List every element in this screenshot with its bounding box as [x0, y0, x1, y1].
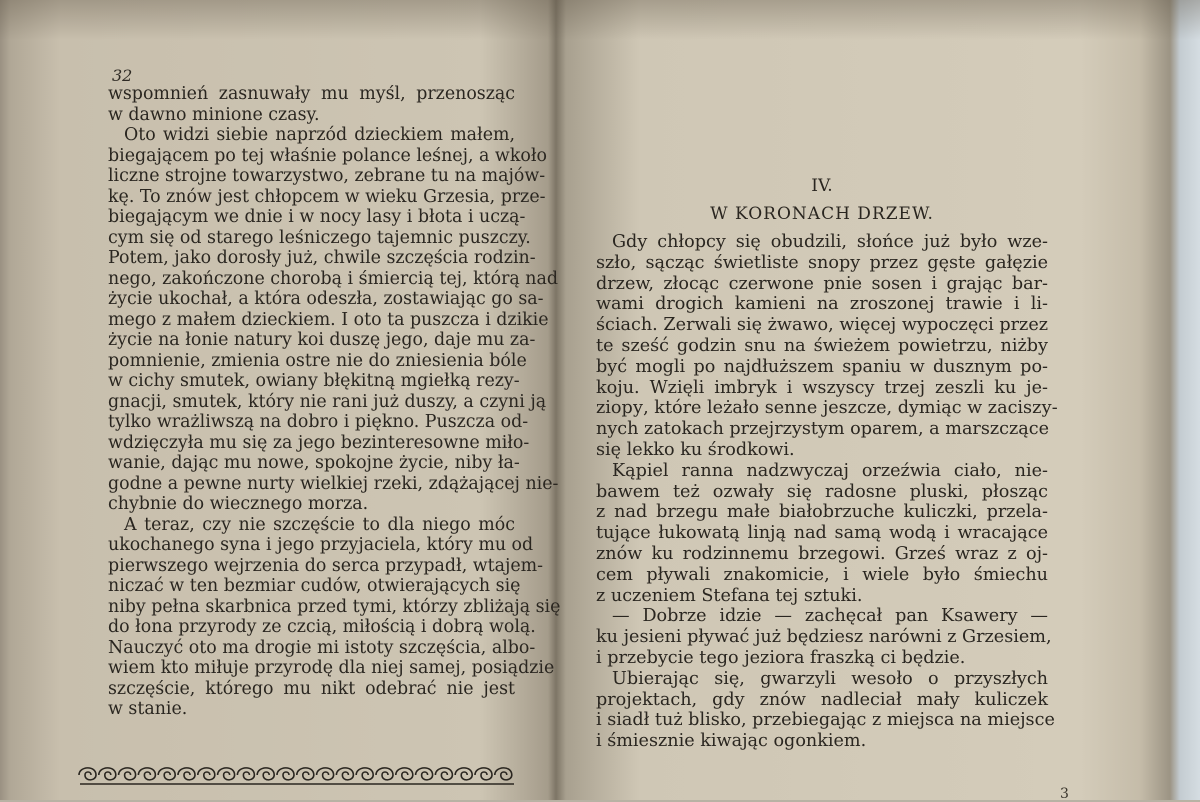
ornament-spiral — [435, 768, 452, 780]
page-number-left: 32 — [112, 66, 133, 85]
text-line: nych zatokach przejrzystym oparem, a marszczące — [596, 419, 1050, 440]
text-line: A teraz, czy nie szczęście to dla niego móc — [124, 514, 515, 535]
text-line: biegającym we dnie i w nocy lasy i błota i uczą- — [108, 207, 526, 227]
text-line: ku jesieni pływać już będziesz narówni z Grzesiem, — [596, 627, 1052, 648]
text-line: do łona przyrody ze czcią, miłością i dobrą wolą. — [108, 617, 536, 637]
text-line: wami drogich kamieni na zroszonej trawie i li- — [596, 294, 1048, 315]
text-line: drzew, złocąc czerwone pnie sosen i grając bar- — [596, 273, 1048, 294]
ornament-spiral — [79, 768, 96, 780]
text-line: niby pełna skarbnica przed tymi, którzy zbliżają się — [108, 596, 561, 617]
text-line: pomnienie, zmienia ostre nie do zniesienia bóle — [108, 350, 527, 371]
ornament-spiral — [138, 768, 155, 780]
text-line: chybnie do wiecznego morza. — [108, 494, 369, 514]
text-line: cym się od starego leśniczego tajemnic puszczy. — [108, 227, 531, 248]
ornament-spiral — [218, 768, 235, 780]
ornament-spiral — [336, 768, 353, 780]
text-line: być mogli po najdłuższem spaniu w dusznym po- — [596, 356, 1048, 377]
text-line: pierwszego wejrzenia do serca przypadł, wtajem- — [108, 555, 544, 576]
ornament-spiral — [119, 768, 136, 780]
text-line: i śmiesznie kiwając ogonkiem. — [596, 731, 867, 752]
text-line: i przebycie tego jeziora fraszką ci będzie. — [596, 647, 966, 668]
text-line: ziору, które leżało senne jeszcze, dymiąc w zaciszу- — [596, 398, 1058, 419]
text-line: szło, sącząc świetliste snopy przez gęste gałęzie — [596, 252, 1048, 273]
text-line: — Dobrze idzie — zachęcał pan Ksawery — — [612, 606, 1048, 627]
text-line: mego z małem dzieckiem. I oto ta puszcza i dzikie — [108, 309, 549, 330]
text-line: ukochanego syna i jego przyjaciela, który mu od — [108, 535, 534, 555]
text-line: życie na łonie natury koi duszę jego, daje mu za- — [108, 330, 536, 350]
chapter-number: IV. — [811, 176, 833, 196]
text-line: wiem kto miłuje przyrodę dla niej samej, posiądzie — [108, 658, 555, 678]
ornament-spiral — [178, 768, 195, 780]
ornament-spiral — [198, 768, 215, 780]
ornament-spiral — [475, 768, 492, 780]
text-line: z uczeniem Stefana tej sztuki. — [596, 585, 863, 606]
right-page-text — [596, 232, 1058, 752]
text-line: życie ukochał, a która odeszła, zostawiając go sa- — [108, 289, 544, 309]
text-line: Kąpiel ranna nadzwyczaj orzeźwia ciało, nie- — [612, 460, 1048, 481]
ornament-spiral — [277, 768, 294, 780]
signature-mark: 3 — [1060, 786, 1069, 802]
text-line: liczne strojne towarzystwo, zebrane tu na majów- — [108, 166, 546, 186]
text-line: projektach, gdy znów nadleciał mały kuliczek — [596, 689, 1048, 710]
decorative-border-ornament — [78, 762, 516, 788]
text-line: Gdy chłopcy się obudzili, słońce już było wze- — [612, 232, 1048, 252]
ornament-spiral — [317, 768, 334, 780]
text-line: i siadł tuż blisko, przebiegając z miejsca na miejsce — [596, 710, 1055, 731]
ornament-spiral — [237, 768, 254, 780]
ornament-spiral — [99, 768, 116, 780]
text-line: wdzięczyła mu się za jego bezinteresowne miło- — [108, 432, 530, 453]
ornament-spiral — [297, 768, 314, 780]
ornament-spiral — [376, 768, 393, 780]
text-line: gnacji, smutek, który nie rani już duszy, a czyni ją — [108, 391, 547, 412]
ornament-spiral — [416, 768, 433, 780]
text-line: Nauczyć oto ma drogie mi istoty szczęścia, albo- — [108, 637, 536, 658]
text-line: w dawno minione czasy. — [108, 104, 320, 125]
ornament-spiral — [356, 768, 373, 780]
chapter-title: W KORONACH DRZEW. — [710, 204, 934, 224]
text-line: Potem, jako dorosły już, chwile szczęścia rodzin- — [108, 248, 536, 268]
text-line: kę. To znów jest chłopcem w wieku Grzesia, prze- — [108, 186, 546, 207]
text-line: Ubierając się, gwarzyli wesoło o przyszłych — [612, 668, 1048, 689]
text-line: Oto widzi siebie naprzód dzieckiem małem, — [124, 125, 515, 145]
text-line: biegającem po tej właśnie polance leśnej, a wkoło — [108, 145, 547, 166]
text-line: koju. Wzięli imbryk i wszyscy trzej zeszli ku je- — [596, 377, 1048, 398]
text-line: tylko wrażliwszą na dobro i piękno. Puszcza od- — [108, 412, 529, 432]
left-page-text — [108, 84, 561, 720]
ornament-spiral — [257, 768, 274, 780]
ornament-spiral — [396, 768, 413, 780]
ornament-spiral — [455, 768, 472, 780]
text-line: ściach. Zerwali się żwawo, więcej wypoczęci przez — [596, 315, 1048, 336]
ornament-spiral — [495, 768, 512, 780]
text-line: znów ku rodzinnemu brzegowi. Grześ wraz z oj- — [596, 543, 1048, 564]
text-line: niczać w ten bezmiar cudów, otwierających się — [108, 576, 521, 596]
text-line: szczęście, którego mu nikt odebrać nie jest — [108, 678, 515, 699]
text-line: wspomnień zasnuwały mu myśl, przenosząc — [108, 84, 515, 104]
text-line: w stanie. — [108, 699, 188, 719]
text-line: cem pływali znakomicie, i wiele było śmiechu — [596, 564, 1048, 585]
text-line: bawem też ozwały się radosne pluski, płosząc — [596, 481, 1048, 502]
ornament-spiral — [158, 768, 175, 780]
text-line: te sześć godzin snu na świeżem powietrzu, niżby — [596, 335, 1048, 356]
text-line: wanie, dając mu nowe, spokojne życie, niby ła- — [108, 453, 520, 473]
text-line: tujące łukowatą linją nad samą wodą i wracające — [596, 523, 1048, 544]
text-line: nego, zakończone chorobą i śmiercią tej, którą nad — [108, 268, 559, 289]
text-line: w cichy smutek, owiany błękitną mgiełką rezy- — [108, 371, 520, 391]
text-line: godne a pewne nurty wielkiej rzeki, zdążającej nie- — [108, 473, 559, 494]
page-shadow — [0, 0, 1200, 40]
text-line: z nad brzegu małe białobrzuche kuliczki, przela- — [596, 502, 1048, 523]
text-line: się lekko ku środkowi. — [596, 439, 795, 460]
